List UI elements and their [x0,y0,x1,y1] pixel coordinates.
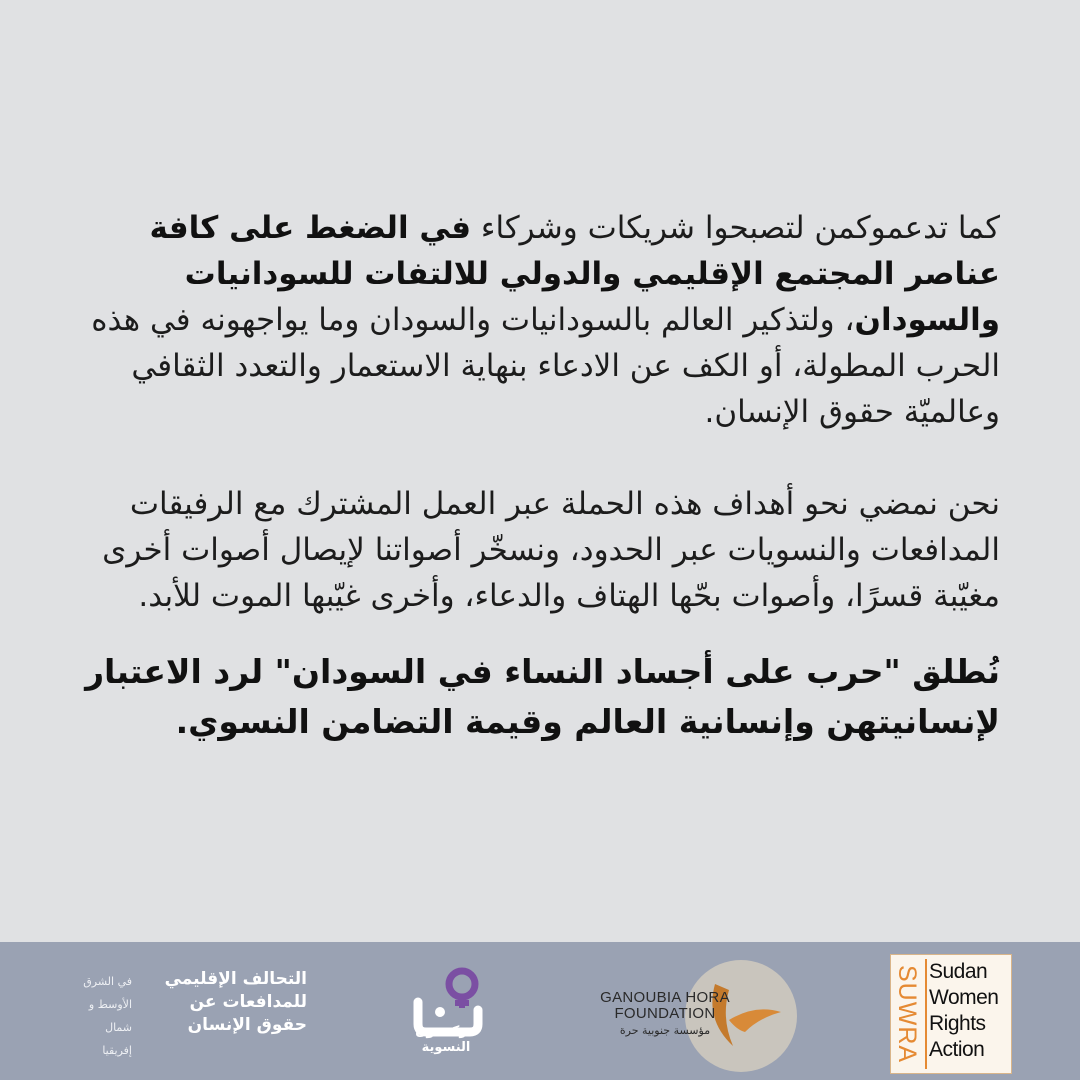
ganoubia-name-line-2: FOUNDATION [614,1005,716,1022]
coalition-main-text [165,968,307,1037]
suwra-word-sudan: Sudan [929,960,988,983]
coalition-sub-2: الأوسط و شمال [88,998,132,1034]
coalition-line-3: حقوق الإنسان [187,1015,307,1035]
suwra-word-rights: Rights [929,1012,986,1035]
suwra-divider [925,959,927,1069]
paragraph-1-rest: ، ولتذكير العالم بالسودانيات والسودان وما يواجهونه في هذه الحرب المطولة، أو الكف عن الادعاء بنهاية الاستعمار والتعدد الثقافي وعالميّة حقوق الإنسان. [91,302,1000,430]
paragraph-invitation [85,205,1000,435]
ganoubia-hora-foundation-logo [585,960,815,1072]
paragraph-launch-statement: نُطلق "حرب على أجساد النساء في السودان" لرد الاعتبار لإنسانيتهن وإنسانية العالم وقيمة التضامن النسوي. [85,652,1000,741]
suwra-logo [890,954,1012,1074]
suwra-words [929,959,1009,1063]
paragraph-1-intro: كما تدعموكمن لتصبحوا شريكات وشركاء [471,210,1000,246]
ganoubia-arabic-name: مؤسسة جنوبية حرة [619,1024,711,1037]
ganoubia-name-line-1: GANOUBIA HORA [600,989,730,1006]
suwra-word-women: Women [929,986,999,1009]
suwra-word-action: Action [929,1038,985,1061]
coalition-sub-1: في الشرق [83,975,132,988]
noon-feminist-movement-logo [376,962,516,1072]
suwra-vertical-text: SUWRA [893,964,921,1064]
coalition-sub-3: إفريقيا [102,1044,132,1057]
noon-caption [376,1024,516,1056]
paragraph-campaign-goals: نحن نمضي نحو أهداف هذه الحملة عبر العمل المشترك مع الرفيقات المدافعات والنسويات عبر الحدود، ونسخّر أصواتنا لإيصال أصوات أخرى مغيّبة قسرًا، وأصوات بحّها الهتاف والدعاء، وأخرى غيّبها الموت للأبد. [102,486,1000,614]
main-text [85,205,1000,747]
paragraph-1-emphasis: في الضغط على كافة عناصر المجتمع الإقليمي والدولي للالتفات للسودانيات والسودان [149,210,1000,338]
partner-logos-footer [0,942,1080,1080]
noon-caption-line-2: النسوية [421,1040,471,1055]
noon-caption-line-1: حركة نون [415,1024,477,1039]
ganoubia-english-name [585,990,745,1022]
coalition-line-1: التحالف الإقليمي [164,969,307,989]
coalition-line-2: للمدافعات عن [189,992,307,1012]
coalition-sub-text [62,970,132,1062]
regional-coalition-logo [62,968,307,1058]
